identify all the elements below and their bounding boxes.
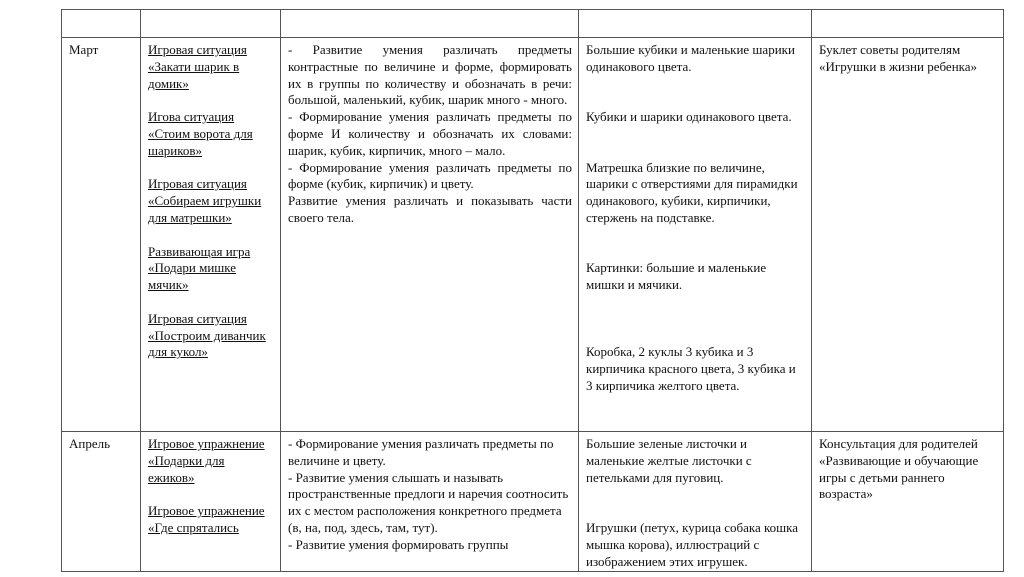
activity-item: Игровое упражнение «Где спрятались	[148, 503, 265, 535]
activity-item: Игровая ситуация «Собираем игрушки для матрешки»	[148, 176, 262, 225]
material-item: Кубики и шарики одинакового цвета.	[586, 109, 792, 125]
table-row-april	[62, 432, 1004, 572]
materials-cell	[579, 432, 812, 572]
goal-item: Развитие умения различать и показывать части своего тела.	[288, 193, 572, 225]
goal-item: - Формирование умения различать предметы по форме (кубик, кирпичик) и цвету.	[288, 159, 572, 192]
goals-cell	[281, 432, 579, 572]
material-item: Картинки: большие и маленькие мишки и мячики.	[586, 260, 767, 293]
table-row-march	[62, 38, 1004, 432]
header-cell	[812, 10, 1004, 38]
plan-table	[61, 9, 1004, 572]
activity-item: Развивающая игра «Подари мишке мячик»	[148, 243, 251, 293]
activity-item: Игровое упражнение «Подарки для ежиков»	[148, 436, 265, 485]
parents-cell: Консультация для родителей «Развивающие и обучающие игры с детьми раннего возраста»	[812, 432, 1004, 572]
header-cell	[141, 10, 281, 38]
material-item: Большие кубики и маленькие шарики одинакового цвета.	[586, 42, 795, 74]
goal-item: - Развитие умения слышать и называть пространственные предлоги и наречия соотносить их с местом расположения конкретного предмета (в, на, под, здесь, там, тут).	[288, 469, 569, 535]
month-cell: Апрель	[62, 432, 141, 572]
activities-cell	[141, 38, 281, 432]
activity-item: Игровая ситуация «Построим диванчик для кукол»	[148, 310, 266, 360]
goals-cell	[281, 38, 579, 432]
header-cell	[62, 10, 141, 38]
header-row	[62, 10, 1004, 38]
month-cell: Март	[62, 38, 141, 432]
goal-item: - Развитие умения различать предметы контрастные по величине и форме, формировать их в группы по количеству и обозначать в речи: большой, маленький, кубик, шарик много - много.	[288, 42, 572, 108]
goal-item: - Развитие умения формировать группы	[288, 536, 509, 552]
parents-cell: Буклет советы родителям «Игрушки в жизни ребенка»	[812, 38, 1004, 432]
activities-cell	[141, 432, 281, 572]
activity-item: Игова ситуация «Стоим ворота для шариков»	[148, 109, 253, 158]
material-item: Игрушки (петух, курица собака кошка мышка корова), иллюстраций с изображением этих игрушек.	[586, 519, 799, 569]
goal-item: - Формирование умения различать предметы по величине и цвету.	[288, 436, 554, 468]
activity-item: Игровая ситуация «Закати шарик в домик»	[148, 42, 247, 91]
material-item: Матрешка близкие по величине, шарики с отверстиями для пирамидки одинакового, кубики, кирпичики, стержень на подставке.	[586, 159, 798, 225]
header-cell	[579, 10, 812, 38]
material-item: Коробка, 2 куклы 3 кубика и 3 кирпичика красного цвета, 3 кубика и 3 кирпичика желтого цвета.	[586, 344, 796, 393]
materials-cell	[579, 38, 812, 432]
material-item: Большие зеленые листочки и маленькие желтые листочки с петельками для пуговиц.	[586, 436, 752, 485]
goal-item: - Формирование умения различать предметы по форме И количеству и обозначать их словами: шарик, кубик, кирпичик, много – мало.	[288, 109, 572, 158]
header-cell	[281, 10, 579, 38]
